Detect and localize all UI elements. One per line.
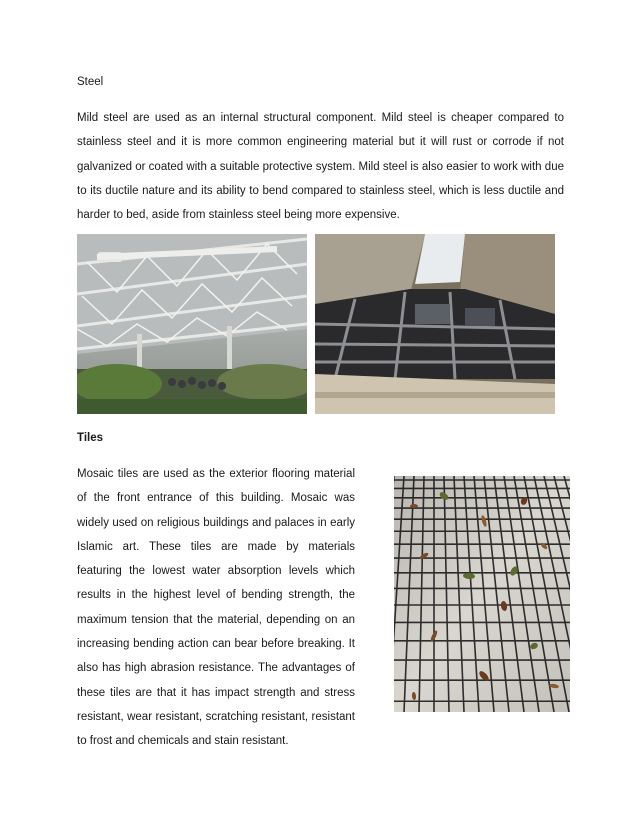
mosaic-tile-floor-photo (394, 476, 570, 712)
steel-heading: Steel (77, 76, 104, 88)
steel-paragraph: Mild steel are used as an internal structural component. Mild steel is cheaper compared to stainless steel and it is more common engineering material but it will rust or corrode if not galvanized or coated with a suitable protective system. Mild steel is also easier to work with due to its ductile nature and its ability to bend compared to stainless steel, which is less ductile and harder to bed, aside from stainless steel being more expensive. (77, 112, 564, 222)
steel-frame-skylight-photo (315, 234, 555, 414)
tiles-paragraph: Mosaic tiles are used as the exterior flooring material of the front entrance of this building. Mosaic was widely used on religious buildings and palaces in early Islamic art. These tiles are made by materials featuring the lowest water absorption levels which results in the highest level of bending strength, the maximum tension that the material, depending on an increasing bending action can bear before breaking. It also has high abrasion resistance. The advantages of these tiles are that it has impact strength and stress resistant, wear resistant, scratching resistant, resistant to frost and chemicals and stain resistant. (77, 468, 355, 748)
leaf-shape (410, 504, 418, 508)
steel-roof-truss-photo (77, 234, 307, 414)
tiles-heading: Tiles (77, 432, 103, 444)
